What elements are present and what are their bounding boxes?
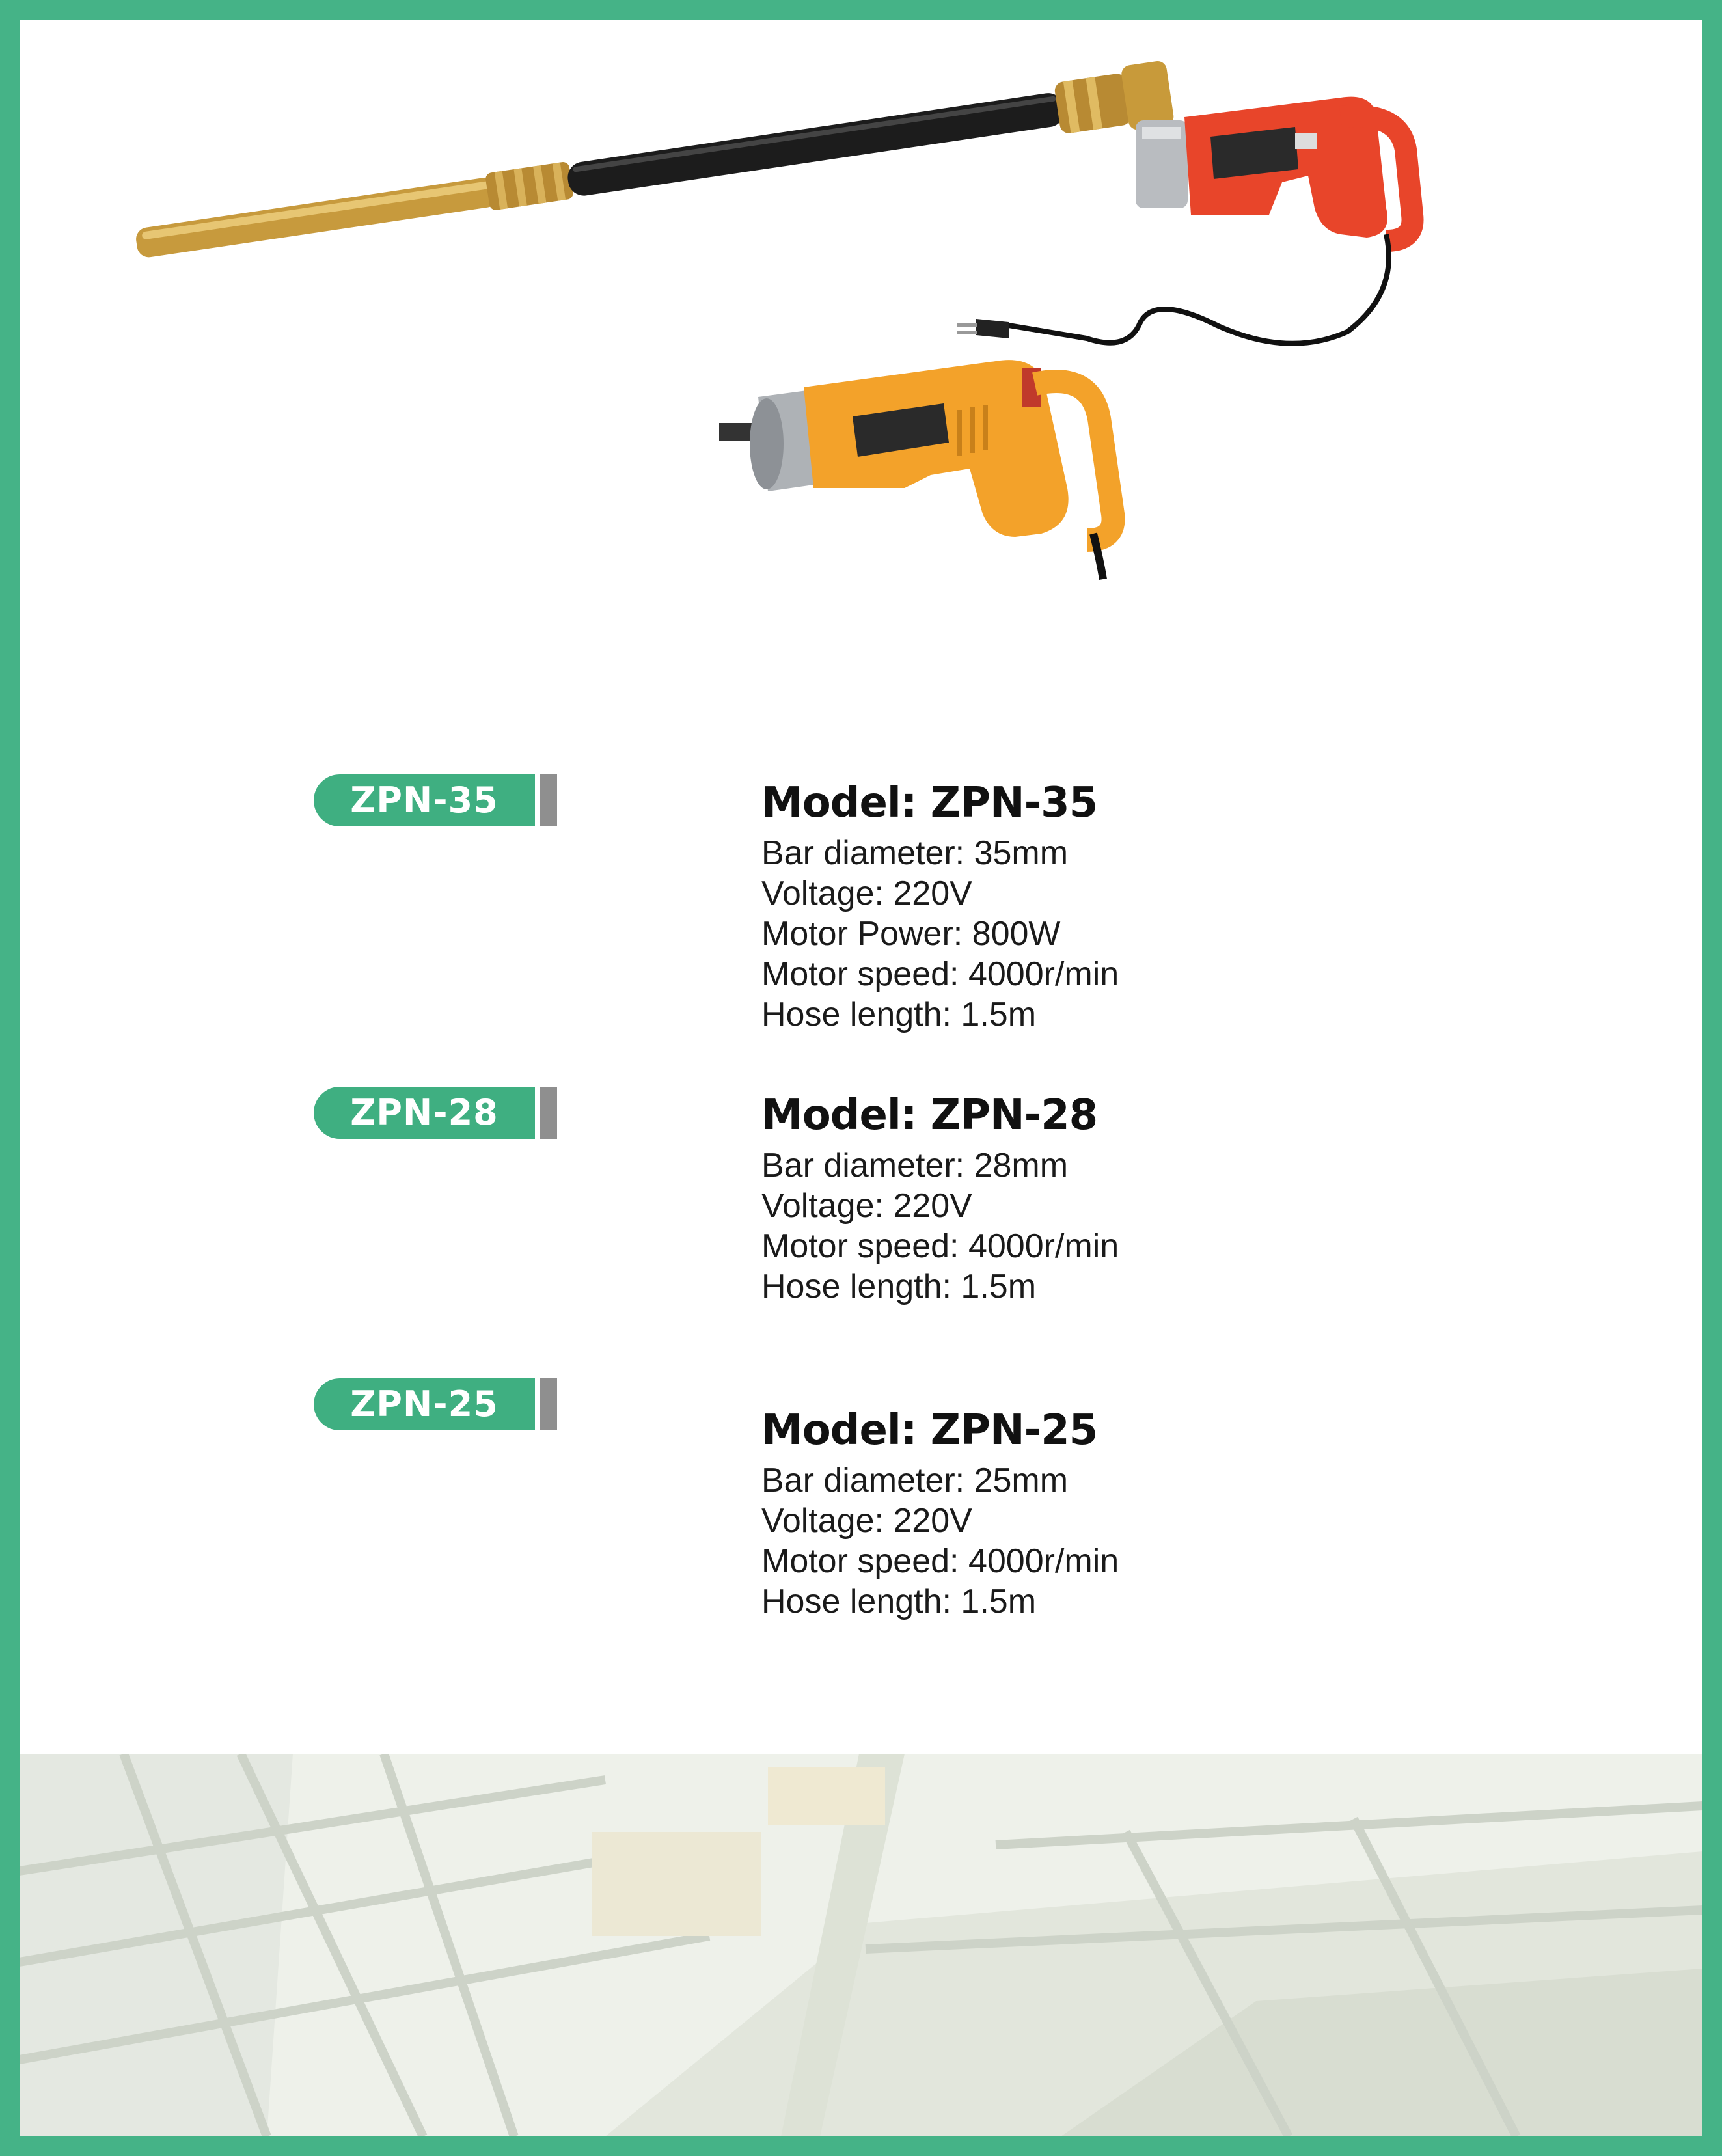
spec-block [761,1404,1542,1622]
spec-item: Bar diameter: 28mm [761,1147,1069,1184]
spec-item: Hose length: 1.5m [761,1583,1037,1620]
page-canvas [20,20,1702,2136]
model-tag: ZPN-28 [314,1087,535,1139]
red-vibrator-illustration [132,60,1413,344]
construction-background-image [20,1754,1702,2136]
model-tag: ZPN-35 [314,774,535,826]
spec-item: Voltage: 220V [761,1502,972,1540]
tag-accent-bar [540,1378,557,1430]
spec-item: Hose length: 1.5m [761,1268,1037,1305]
spec-block [761,1089,1542,1307]
spec-item: Motor speed: 4000r/min [761,955,1119,993]
orange-motor-illustration [719,360,1114,579]
model-title: Model: ZPN-28 [761,1091,1098,1139]
spec-item: Bar diameter: 25mm [761,1462,1069,1499]
model-title: Model: ZPN-25 [761,1406,1098,1454]
spec-item: Voltage: 220V [761,1187,972,1225]
spec-item: Motor speed: 4000r/min [761,1542,1119,1580]
tag-accent-bar [540,1087,557,1139]
spec-item: Motor Power: 800W [761,915,1061,953]
spec-item: Hose length: 1.5m [761,996,1037,1033]
spec-list [761,1460,1542,1622]
spec-list [761,833,1542,1035]
tag-accent-bar [540,774,557,826]
spec-item: Voltage: 220V [761,875,972,912]
spec-item: Motor speed: 4000r/min [761,1227,1119,1265]
product-image [20,20,1702,670]
spec-list [761,1145,1542,1307]
spec-item: Bar diameter: 35mm [761,834,1069,872]
spec-block [761,777,1542,1035]
model-tag: ZPN-25 [314,1378,535,1430]
model-title: Model: ZPN-35 [761,779,1098,827]
